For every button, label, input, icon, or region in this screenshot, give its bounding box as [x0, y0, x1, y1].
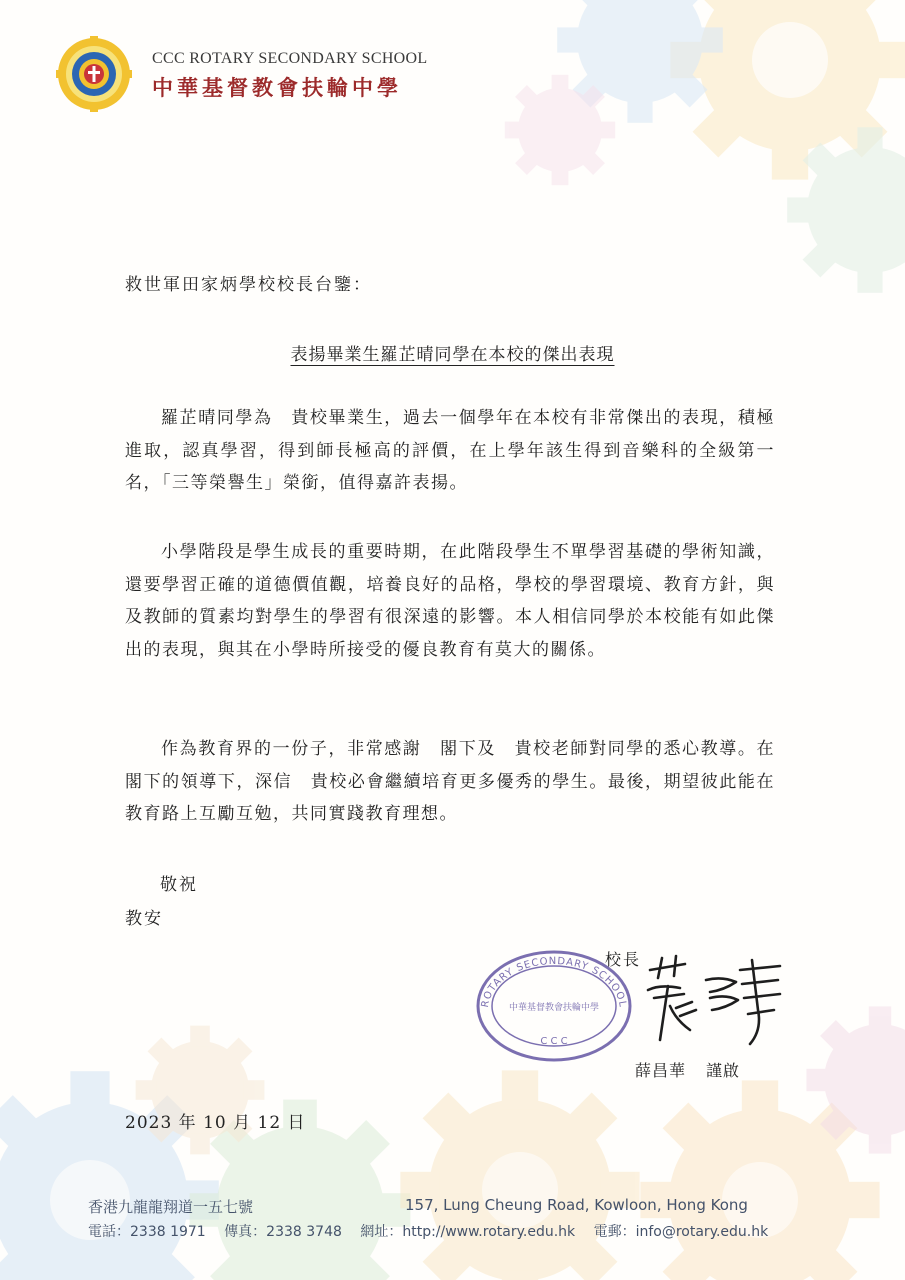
paragraph-3: 作為教育界的一份子，非常感謝 閣下及 貴校老師對同學的悉心教導。在 閣下的領導下，深信 貴校必會繼續培育更多優秀的學生。最後，期望彼此能在教育路上互勵互勉，共同實踐教育理想。: [125, 739, 794, 824]
paragraph-1: 羅芷晴同學為 貴校畢業生，過去一個學年在本校有非常傑出的表現，積極進取，認真學習，得到師長極高的評價，在上學年該生得到音樂科的全級第一名，「三等榮譽生」榮銜，值得嘉許表揚。: [125, 408, 775, 493]
paragraph-2: 小學階段是學生成長的重要時期，在此階段學生不單學習基礎的學術知識，還要學習正確的道德價值觀，培養良好的品格，學校的學習環境、教育方針，與及教師的質素均對學生的學習有很深遠的影響。本人相信同學於本校能有如此傑出的表現，與其在小學時所接受的優良教育有莫大的關係。: [125, 542, 775, 660]
address-en: 157, Lung Cheung Road, Kowloon, Hong Kong: [405, 1196, 748, 1214]
email-link[interactable]: 電郵：info@rotary.edu.hk: [593, 1224, 769, 1240]
svg-text:中華基督教會扶輪中學: 中華基督教會扶輪中學: [508, 1003, 600, 1013]
svg-text:C C C: C C C: [540, 1036, 568, 1047]
school-logo-icon: [56, 36, 132, 112]
signer-line: [635, 1058, 740, 1081]
salutation: 救世軍田家炳學校校長台鑒：: [125, 275, 372, 295]
fax-number: 傳真：2338 3748: [224, 1224, 342, 1240]
subject-text: 表揚畢業生羅芷晴同學在本校的傑出表現: [290, 345, 615, 365]
school-name-zh: 中華基督教會扶輪中學: [152, 75, 402, 100]
closing-greeting: 敬祝: [160, 875, 198, 895]
footer-address-line: [88, 1196, 818, 1217]
website-link[interactable]: 網址：http://www.rotary.edu.hk: [360, 1224, 576, 1240]
school-name-en: CCC ROTARY SECONDARY SCHOOL: [152, 50, 428, 67]
letter-date: 2023 年 10 月 12 日: [125, 1113, 306, 1133]
closing-wish: 教安: [125, 909, 163, 929]
handwritten-signature: [640, 950, 790, 1050]
footer-contact-line: [88, 1221, 818, 1241]
svg-text:ROTARY SECONDARY SCHOOL: ROTARY SECONDARY SCHOOL: [479, 955, 628, 1009]
address-zh: 香港九龍龍翔道一五七號: [88, 1198, 254, 1216]
phone-number: 電話：2338 1971: [88, 1224, 206, 1240]
subject-line: [0, 340, 905, 365]
signer-title: 校長: [605, 950, 642, 969]
signer-suffix: 謹啟: [706, 1061, 741, 1080]
signer-name: 薛昌華: [635, 1061, 687, 1080]
